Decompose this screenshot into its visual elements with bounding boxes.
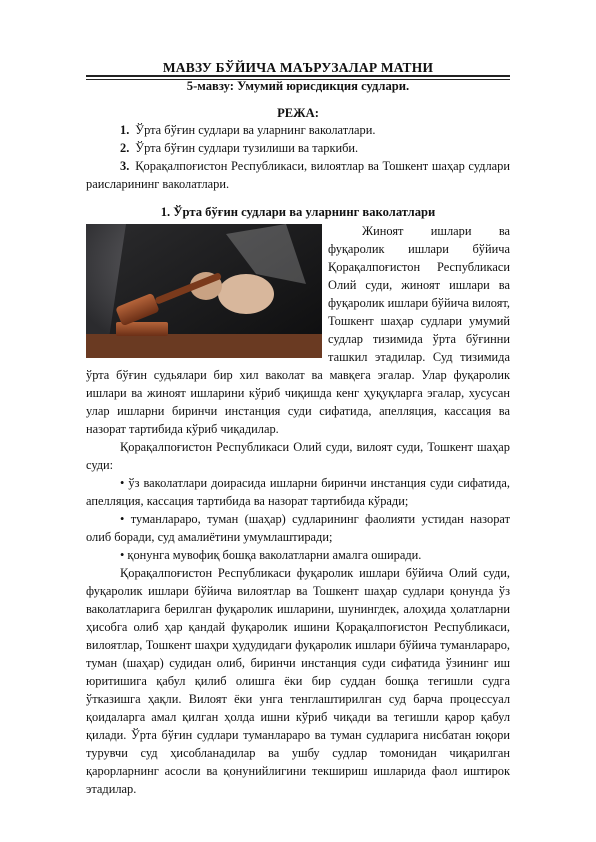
plan-item: 2. Ўрта бўғин судлари тузилиши ва таркиби.	[120, 141, 359, 155]
bullet-item: • туманлараро, туман (шаҳар) судларининг фаолияти устидан назорат олиб боради, суд амалиётини умумлаштиради;	[86, 512, 510, 544]
plan-list	[86, 121, 510, 193]
lecture-subtitle: 5-мавзу: Умумий юрисдикция судлари.	[186, 79, 410, 93]
plan-heading: РЕЖА:	[277, 106, 319, 120]
plan-item: 3. Қорақалпоғистон Республикаси, вилоятлар ва Тошкент шаҳар судлари раисларининг ваколатлари.	[86, 159, 510, 191]
body-paragraph: Қорақалпоғистон Республикаси фуқаролик ишлари бўйича Олий суди, фуқаролик ишлари бўйича вилоятлар ва Тошкент шаҳар судлари қонунда ўз ваколатларига берилган фуқаролик ишларини, шунингдек, алоҳида ҳолатларни ҳисобга олиб ҳар қандай фуқаролик ишини Қорақалпоғистон Республикаси, вилоятлар, Тошкент шаҳри ҳудудидаги фуқаролик ишлари бўйича туманлараро, туман (шаҳар) судидан олиб, биринчи инстанция суди сифатида ўзининг иш юритишига қабул қилиб олишга ёки бир суддан бошқа тегишли судга ўтказишга ҳақли. Вилоят ёки унга тенглаштирилган суд барча процессуал қоидаларга амал қилган ҳолда ишни кўриб чиқади ва тегишли қарор қабул қилади. Ўрта бўғин судлари туманлараро ва туман судларига нисбатан юқори турувчи суд ҳисобланадилар ва ушбу судлар томонидан чиқарилган қарорларнинг асосли ва қонунийлигини текшириш ишларида фаол иштирок этадилар.	[86, 566, 510, 796]
bullet-item: • ўз ваколатлари доирасида ишларни биринчи инстанция суди сифатида, апелляция, кассация тартибида ва назорат тартибида кўради;	[86, 476, 510, 508]
judge-gavel-photo-icon	[86, 224, 322, 358]
body-paragraph: Жиноят ишлари ва фуқаролик ишлари бўйича Қорақалпоғистон Республикаси Олий суди, жиноят ишлари ва фуқаролик ишлари бўйича вилоят, Тошкент шаҳар судлари умумий судлар тизимида ўрта бўғинни ташкил этадилар. Суд тизимида ўрта бўғин судьялари бир хил ваколат ва мавқега эгалар. Улар фуқаролик ишлари ва жиноят ишларини кўриб чиқишда кенг ҳуқуқларга эгалар, хусусан улар ишларни биринчи инстанция суди сифатида, апелляция, кассация ва назорат тартибида кўриб чиқадилар.	[86, 224, 510, 436]
page-title: МАВЗУ БЎЙИЧА МАЪРУЗАЛАР МАТНИ	[162, 60, 434, 75]
title-rule-thick	[86, 75, 510, 77]
section-body	[86, 222, 510, 798]
body-paragraph: Қорақалпоғистон Республикаси Олий суди, вилоят суди, Тошкент шаҳар суди:	[86, 440, 510, 472]
section-heading: 1. Ўрта бўғин судлари ва уларнинг ваколатлари	[160, 205, 436, 219]
bullet-item: • қонунга мувофиқ бошқа ваколатларни амалга оширади.	[120, 548, 422, 562]
plan-item: 1. Ўрта бўғин судлари ва уларнинг ваколатлари.	[120, 123, 376, 137]
